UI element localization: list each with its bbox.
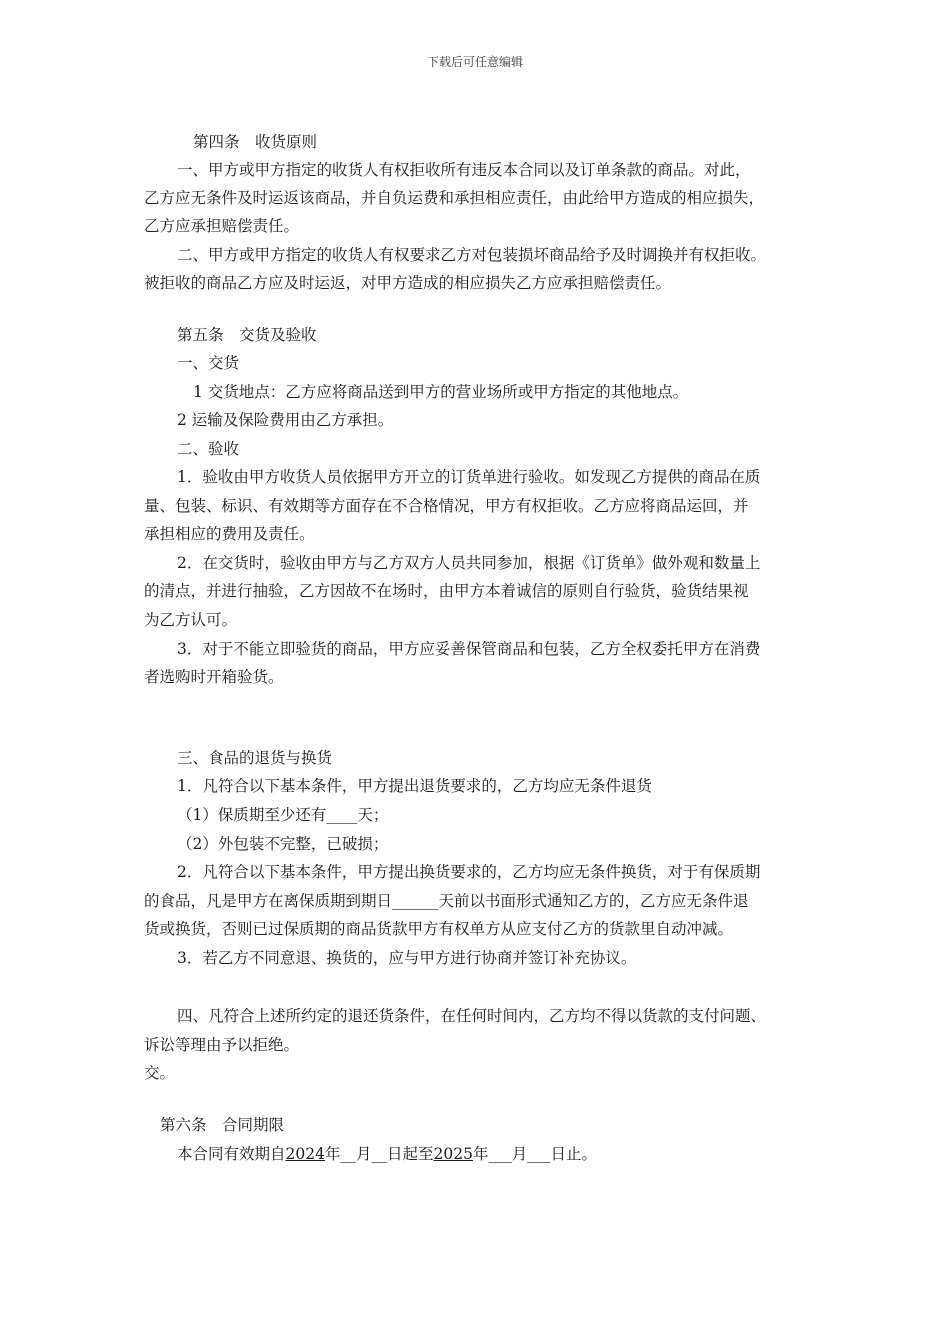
returns-condition-1: （1）保质期至少还有____天； <box>177 806 389 824</box>
inspection-item-3-line-1: 3．对于不能立即验货的商品，甲方应妥善保管商品和包装，乙方全权委托甲方在消费 <box>177 640 761 658</box>
inspection-item-1-line-2: 量、包装、标识、有效期等方面存在不合格情况，甲方有权拒收。乙方应将商品运回，并 <box>144 497 749 515</box>
delivery-item-1: 1 交货地点：乙方应将商品送到甲方的营业场所或甲方指定的其他地点。 <box>193 383 689 401</box>
end-year: 2025 <box>433 1145 473 1163</box>
section-returns-heading: 三、食品的退货与换货 <box>177 749 333 767</box>
article-4-para-2-line-1: 二、甲方或甲方指定的收货人有权要求乙方对包装损坏商品给予及时调换并有权拒收。 <box>177 246 767 264</box>
returns-item-2-line-1: 2．凡符合以下基本条件，甲方提出换货要求的，乙方均应无条件换货，对于有保质期 <box>177 863 761 881</box>
article-6-title: 第六条 合同期限 <box>160 1116 285 1134</box>
article-4-para-1-line-2: 乙方应无条件及时运返该商品，并自负运费和承担相应责任，由此给甲方造成的相应损失， <box>144 189 765 207</box>
delivery-item-2: 2 运输及保险费用由乙方承担。 <box>177 411 394 429</box>
returns-item-2-line-2: 的食品，凡是甲方在离保质期到期日______天前以书面形式通知乙方的，乙方应无条件退 <box>144 892 749 910</box>
inspection-item-1-line-1: 1．验收由甲方收货人员依据甲方开立的订货单进行验收。如发现乙方提供的商品在质 <box>177 468 761 486</box>
page-header: 下载后可任意编辑 <box>426 55 523 69</box>
section-delivery-heading: 一、交货 <box>177 354 240 372</box>
section-4-line-2: 诉讼等理由予以拒绝。 <box>144 1036 300 1054</box>
inspection-item-2-line-1: 2．在交货时，验收由甲方与乙方双方人员共同参加，根据《订货单》做外观和数量上 <box>177 554 761 572</box>
article-4-para-1-line-3: 乙方应承担赔偿责任。 <box>144 217 300 235</box>
returns-item-3: 3．若乙方不同意退、换货的，应与甲方进行协商并签订补充协议。 <box>177 949 637 967</box>
article-4-para-2-line-2: 被拒收的商品乙方应及时运返，对甲方造成的相应损失乙方应承担赔偿责任。 <box>144 274 672 292</box>
returns-item-2-line-3: 货或换货，否则已过保质期的商品货款甲方有权单方从应支付乙方的货款里自动冲减。 <box>144 920 734 938</box>
section-4-line-1: 四、凡符合上述所约定的退还货条件，在任何时间内，乙方均不得以货款的支付问题、 <box>177 1007 767 1025</box>
contract-term-line <box>177 1144 597 1164</box>
inspection-item-2-line-3: 为乙方认可。 <box>144 611 238 629</box>
inspection-item-2-line-2: 的清点，并进行抽验，乙方因故不在场时，由甲方本着诚信的原则自行验货，验货结果视 <box>144 582 749 600</box>
article-5-title: 第五条 交货及验收 <box>177 326 317 344</box>
stray-text: 交。 <box>144 1064 176 1082</box>
section-inspection-heading: 二、验收 <box>177 440 240 458</box>
article-4-para-1-line-1: 一、甲方或甲方指定的收货人有权拒收所有违反本合同以及订单条款的商品。对此， <box>177 161 751 179</box>
article-4-title: 第四条 收货原则 <box>193 133 318 151</box>
contract-term-middle: 年__月__日起至 <box>324 1145 434 1163</box>
returns-condition-2: （2）外包装不完整，已破损； <box>177 835 389 853</box>
inspection-item-3-line-2: 者选购时开箱验货。 <box>144 668 284 686</box>
start-year: 2024 <box>285 1145 325 1163</box>
contract-term-suffix: 年___月___日止。 <box>472 1145 597 1163</box>
returns-item-1: 1．凡符合以下基本条件，甲方提出退货要求的，乙方均应无条件退货 <box>177 777 652 795</box>
contract-term-prefix: 本合同有效期自 <box>177 1145 286 1163</box>
inspection-item-1-line-3: 承担相应的费用及责任。 <box>144 525 315 543</box>
